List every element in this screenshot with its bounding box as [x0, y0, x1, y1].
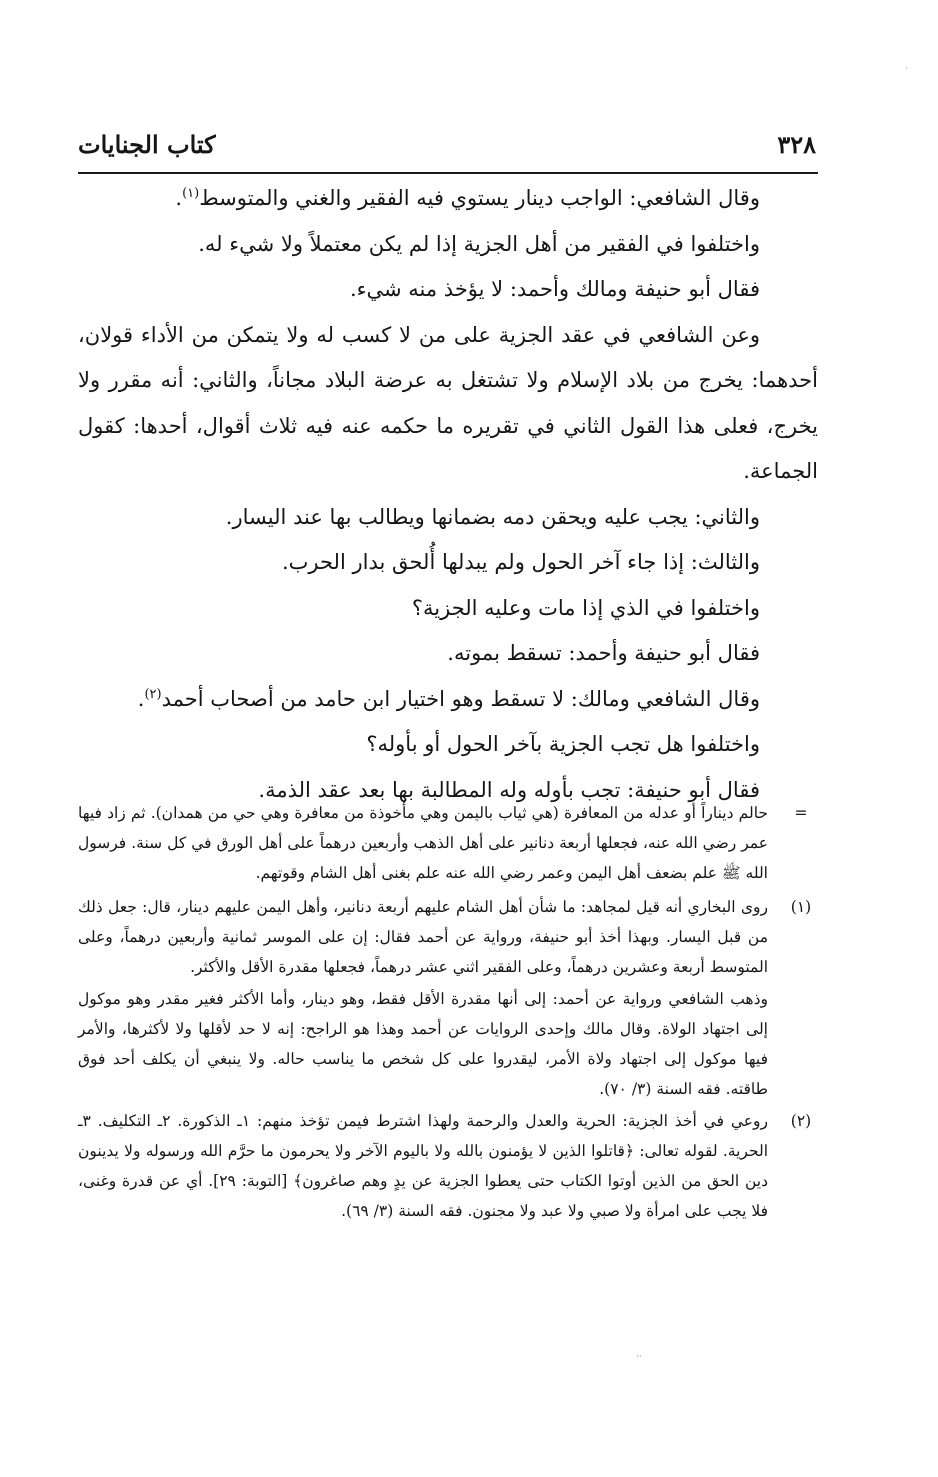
paragraph: واختلفوا في الفقير من أهل الجزية إذا لم يكن معتملاً ولا شيء له. [198, 231, 760, 256]
footnote-number: (١) [790, 898, 812, 916]
paragraph-text: وقال الشافعي: الواجب دينار يستوي فيه الفقير والغني والمتوسط [199, 186, 760, 210]
paragraph: والثاني: يجب عليه ويحقن دمه بضمانها ويطالب بها عند اليسار. [225, 504, 760, 529]
chapter-title: كتاب الجنايات [78, 130, 216, 159]
header-divider [78, 172, 818, 174]
footnote-text: وذهب الشافعي ورواية عن أحمد: إلى أنها مقدرة الأقل فقط، وهو دينار، وأما الأكثر فغير مقدر وهو موكول إلى اجتهاد الولاة. وقال مالك وإحدى الروايات عن أحمد وهذا هو الراجح: إنه لا حد لأقلها ولا لأكثرها، والأمر فيها موكول إلى اجتهاد ولاة الأمر، ليقدروا على كل شخص ما يناسب حاله. ولا ينبغي أن يكلف أحد فوق طاقته. فقه السنة (٣/ ٧٠). [78, 990, 768, 1098]
footnote-ref[interactable]: (٢) [144, 686, 162, 702]
paragraph: واختلفوا هل تجب الجزية بآخر الحول أو بأوله؟ [366, 732, 760, 756]
footnote-text: حالم ديناراً أو عدله من المعافرة (هي ثياب باليمن وهي مأخوذة من معافرة وهي حي من همدان). ثم زاد فيها عمر رضي الله عنه، فجعلها أربعة دنانير على أهل الذهب وأربعين درهماً على أهل الورق في كل سنة. فرسول الله ﷺ علم بضعف أهل اليمن وعمر رضي الله عنه علم بغنى أهل الشام وقوتهم. [78, 804, 768, 882]
paragraph: فقال أبو حنيفة وأحمد: تسقط بموته. [447, 641, 760, 665]
paragraph [78, 677, 818, 723]
paragraph: فقال أبو حنيفة: تجب بأوله وله المطالبة بها بعد عقد الذمة. [258, 777, 760, 802]
paragraph-end: . [137, 686, 145, 711]
paragraph [78, 176, 818, 222]
scan-speck: · [905, 64, 908, 74]
paragraph-text: وقال الشافعي ومالك: لا تسقط وهو اختيار ابن حامد من أصحاب أحمد [161, 686, 760, 711]
footnotes [78, 798, 816, 1226]
footnote-continuation [78, 798, 816, 888]
footnote-continuation-mark: = [794, 804, 808, 822]
paragraph: والثالث: إذا جاء آخر الحول ولم يبدلها أُلحق بدار الحرب. [281, 550, 760, 574]
paragraph: واختلفوا في الذي إذا مات وعليه الجزية؟ [411, 595, 760, 620]
page-header [78, 130, 816, 166]
footnote-2 [78, 1106, 816, 1226]
footnote-text: روى البخاري أنه قيل لمجاهد: ما شأن أهل الشام عليهم أربعة دنانير، وأهل اليمن عليهم دينار، قال: جعل ذلك من قبل اليسار. وبهذا أخذ أبو حنيفة، ورواية عن أحمد فقال: إن على الموسر ثمانية وأربعين درهماً، وعلى المتوسط أربعة وعشرين درهماً، وعلى الفقير اثني عشر درهماً، فجعلها مقدرة الأقل والأكثر. [78, 898, 768, 976]
paragraph: فقال أبو حنيفة ومالك وأحمد: لا يؤخذ منه شيء. [349, 277, 760, 301]
footnote-text: روعي في أخذ الجزية: الحرية والعدل والرحمة ولهذا اشترط فيمن تؤخذ منهم: ١ـ الذكورة. ٢ـ التكليف. ٣ـ الحرية. لقوله تعالى: ﴿قاتلوا الذين لا يؤمنون بالله ولا باليوم الآخر ولا يحرمون ما حرَّم الله ورسوله ولا يدينون دين الحق من الذين أوتوا الكتاب حتى يعطوا الجزية عن يدٍ وهم صاغرون﴾ [التوبة: ٢٩]. أي عن قدرة وغنى، فلا يجب على امرأة ولا صبي ولا عبد ولا مجنون. فقه السنة (٣/ ٦٩). [78, 1112, 768, 1220]
scan-speck: ·· [636, 1352, 642, 1362]
footnote-ref[interactable]: (١) [182, 186, 200, 201]
main-text [78, 176, 818, 813]
paragraph-end: . [175, 186, 183, 210]
footnote-number: (٢) [790, 1112, 812, 1130]
paragraph: وعن الشافعي في عقد الجزية على من لا كسب له ولا يتمكن من الأداء قولان، أحدهما: يخرج من بلاد الإسلام ولا تشتغل به عرضة البلاد مجاناً، والثاني: أنه مقرر ولا يخرج، فعلى هذا القول الثاني في تقريره ما حكمه عنه فيه ثلاث أقوال، أحدها: كقول الجماعة. [78, 322, 818, 483]
page-number: ٣٢٨ [777, 130, 816, 159]
footnote-1 [78, 892, 816, 1104]
